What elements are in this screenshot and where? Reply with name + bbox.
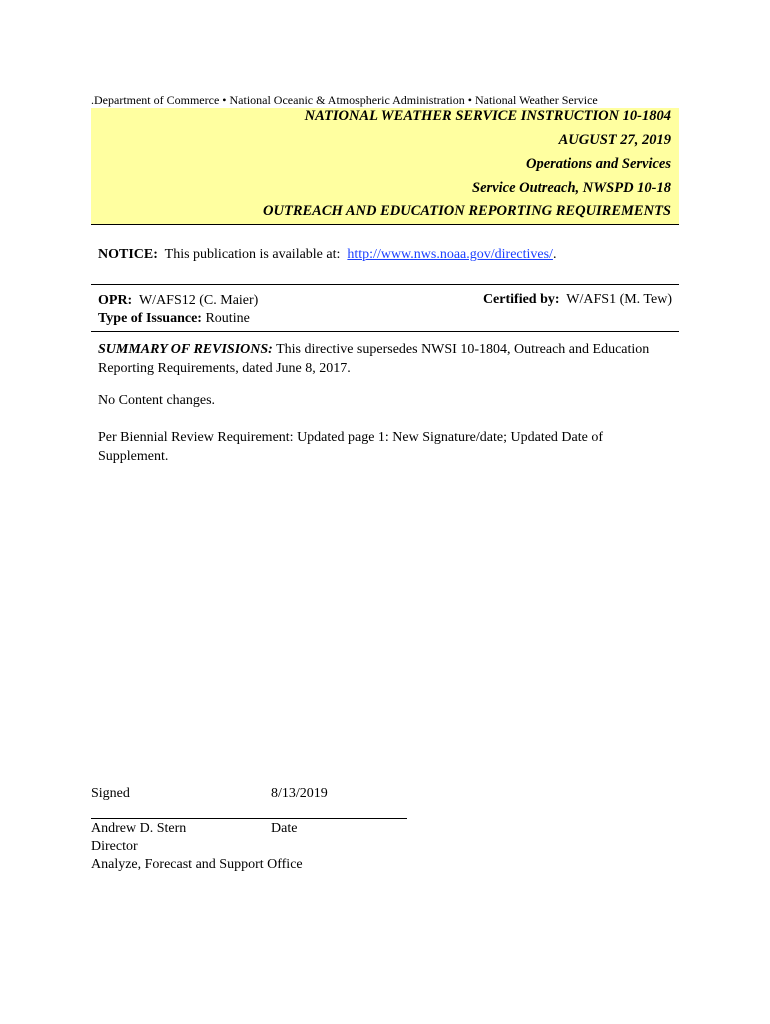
summary-of-revisions (98, 340, 658, 378)
instruction-subcategory: Service Outreach, NWSPD 10-18 (472, 180, 671, 196)
instruction-number: NATIONAL WEATHER SERVICE INSTRUCTION 10-1804 (304, 108, 671, 124)
directives-link[interactable]: http://www.nws.noaa.gov/directives/ (347, 247, 553, 262)
notice-text: This publication is available at: (164, 247, 341, 262)
divider-bottom (91, 331, 679, 332)
opr-block (98, 292, 258, 328)
date-label: Date (271, 821, 298, 836)
signature-line (91, 818, 407, 819)
instruction-date: AUGUST 27, 2019 (558, 132, 671, 148)
divider-top (91, 284, 679, 285)
issuance-label: Type of Issuance: (98, 311, 202, 326)
signed-date: 8/13/2019 (271, 786, 328, 801)
signer-title: Director (91, 839, 138, 854)
paragraph-no-content-changes: No Content changes. (98, 393, 216, 408)
header-banner (91, 108, 679, 225)
summary-label: SUMMARY OF REVISIONS: (98, 342, 273, 357)
certified-value: W/AFS1 (M. Tew) (566, 292, 672, 307)
instruction-title: OUTREACH AND EDUCATION REPORTING REQUIREMENTS (263, 203, 671, 219)
agency-line: .Department of Commerce • National Oceanic & Atmospheric Administration • National Weather Service (91, 93, 598, 107)
certified-block (483, 292, 672, 308)
paragraph-biennial-review: Per Biennial Review Requirement: Updated page 1: New Signature/date; Updated Date of Supplement. (98, 430, 604, 464)
issuance-value: Routine (205, 311, 250, 326)
signer-name: Andrew D. Stern (91, 821, 187, 836)
certified-label: Certified by: (482, 292, 560, 307)
instruction-category: Operations and Services (526, 156, 671, 172)
notice-trailing: . (552, 247, 557, 262)
opr-value: W/AFS12 (C. Maier) (138, 293, 259, 308)
notice (98, 247, 556, 263)
notice-label: NOTICE: (98, 247, 158, 262)
summary-text: This directive supersedes NWSI 10-1804, Outreach and Education Reporting Requirements, dated June 8, 2017. (98, 342, 650, 376)
signed-label: Signed (91, 786, 130, 801)
signer-office: Analyze, Forecast and Support Office (91, 857, 303, 872)
opr-label: OPR: (98, 293, 133, 308)
